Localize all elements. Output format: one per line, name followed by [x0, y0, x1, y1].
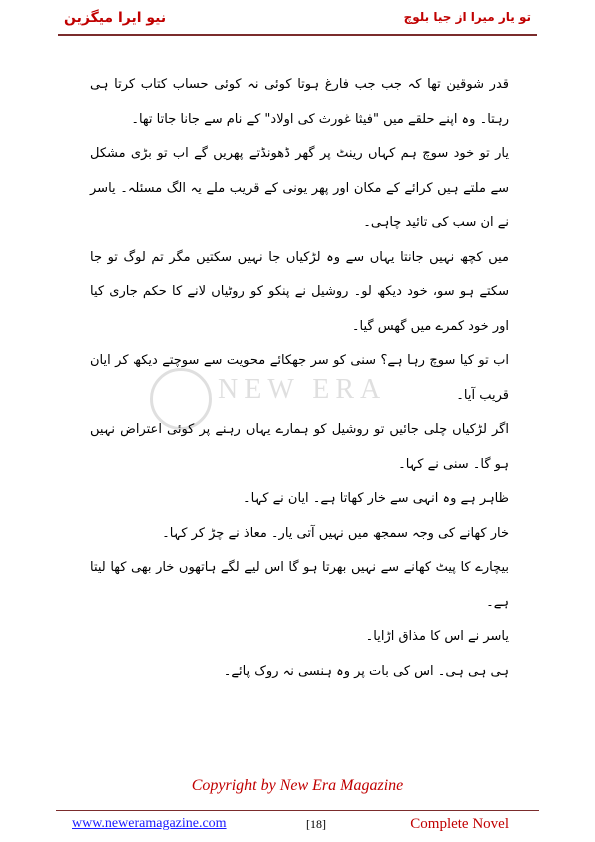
- header-divider: [58, 34, 537, 36]
- footer-category-label: Complete Novel: [410, 816, 509, 832]
- paragraph: یار تو خود سوچ ہم کہاں رینٹ پر گھر ڈھونڈتے پھریں گے اب تو بڑی مشکل سے ملتے ہیں کرائے کے مکان اور پھر یونی کے قریب ملے یہ الگ مسئلہ۔ یاسر نے ان سب کی تائید چاہی۔: [90, 146, 509, 230]
- paragraph: بیچارے کا پیٹ کھانے سے نہیں بھرتا ہو گا اس لیے لگے ہاتھوں خار بھی کھا لیتا ہے۔: [90, 560, 509, 610]
- paragraph: اگر لڑکیاں چلی جائیں تو روشیل کو ہمارے یہاں رہنے پر کوئی اعتراض نہیں ہو گا۔ سنی نے کہا۔: [90, 422, 509, 472]
- paragraph: یاسر نے اس کا مذاق اڑایا۔: [365, 629, 509, 644]
- paragraph: خار کھانے کی وجہ سمجھ میں نہیں آتی یار۔ معاذ نے چڑ کر کہا۔: [162, 525, 509, 541]
- magazine-name: نیو ایرا میگزین: [64, 10, 167, 26]
- page-header: [56, 10, 539, 34]
- paragraph: ظاہر ہے وہ انہی سے خار کھاتا ہے۔ ایان نے کہا۔: [243, 491, 509, 506]
- novel-title-author: تو یار میرا از جیا بلوچ: [403, 10, 531, 24]
- website-link[interactable]: www.neweramagazine.com: [72, 816, 227, 831]
- paragraph: میں کچھ نہیں جانتا یہاں سے وہ لڑکیاں جا نہیں سکتیں مگر تم لوگ تو جا سکتے ہو سو، خود دیکھ لو۔ روشیل نے پنکو کو روٹیاں لانے کا حکم جاری کیا اور خود کمرے میں گھس گیا۔: [90, 249, 509, 334]
- copyright-notice: Copyright by New Era Magazine: [191, 777, 404, 794]
- footer-divider: [56, 810, 539, 811]
- watermark-text: NEW ERA: [218, 374, 387, 405]
- novel-body: [90, 68, 509, 689]
- page-number: [18]: [306, 817, 326, 831]
- paragraph: اب تو کیا سوچ رہا ہے؟ سنی کو سر جھکائے محویت سے سوچتے دیکھ کر ایان قریب آیا۔: [90, 353, 509, 403]
- paragraph: قدر شوقین تھا کہ جب جب فارغ ہوتا کوئی نہ کوئی حساب کتاب کرتا ہی رہتا۔ وہ اپنے حلقے میں "فیثا غورث کی اولاد" کے نام سے جانا جاتا تھا۔: [90, 77, 509, 127]
- paragraph: ہی ہی ہی۔ اس کی بات پر وہ ہنسی نہ روک پائے۔: [223, 663, 509, 679]
